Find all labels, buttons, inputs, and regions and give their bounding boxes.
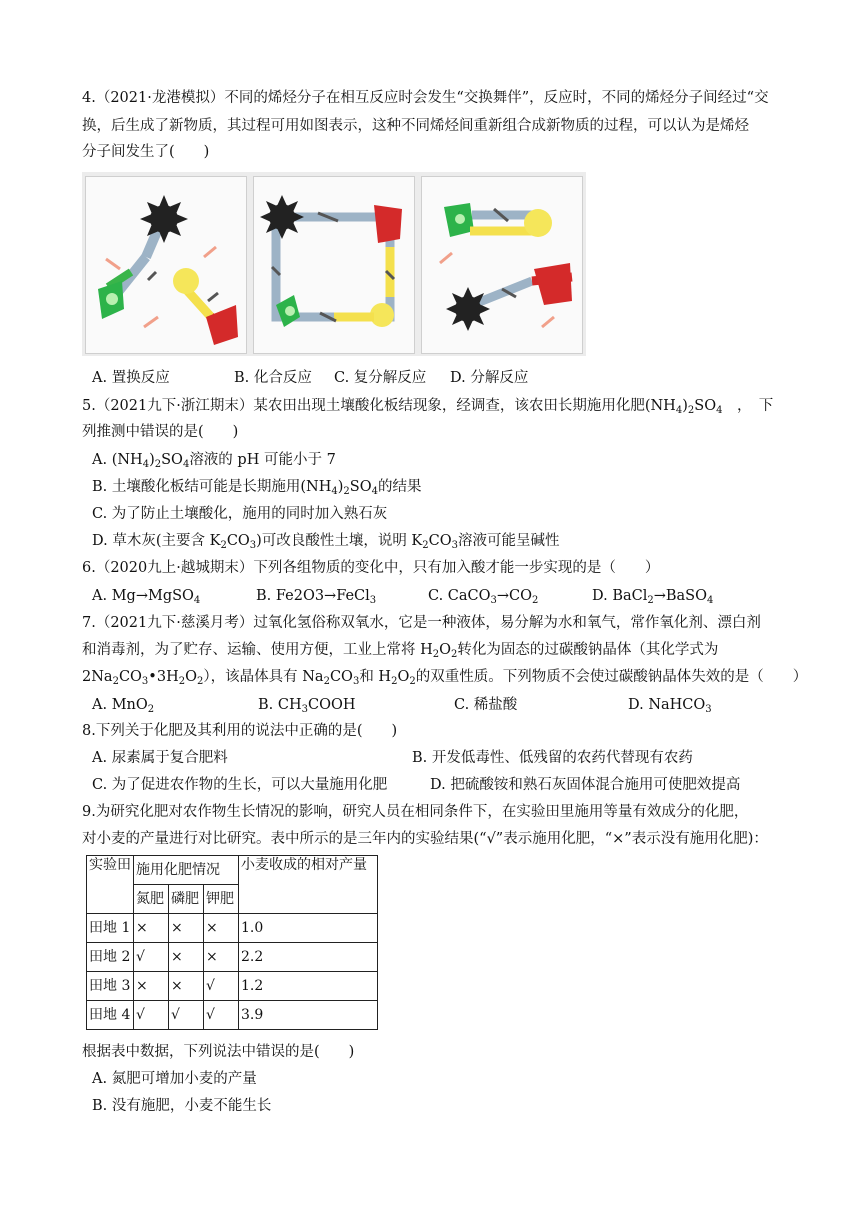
row-potassium: √ (204, 1001, 239, 1030)
row-phosphorus: × (169, 972, 204, 1001)
row-potassium: × (204, 914, 239, 943)
row-nitrogen: × (134, 972, 169, 1001)
row-yield: 1.2 (239, 972, 378, 1001)
row-field: 田地 4 (87, 1001, 134, 1030)
row-phosphorus: × (169, 943, 204, 972)
header-potassium: 钾肥 (204, 885, 239, 914)
table-row (87, 1001, 378, 1030)
fertilizer-yield-table (86, 855, 378, 1030)
olefin-exchange-figure (82, 172, 586, 356)
figure-panel-1 (85, 176, 247, 354)
q4-stem-line3: 分子间发生了( ) (82, 144, 210, 160)
table-row (87, 914, 378, 943)
q5-option-c[interactable]: C. 为了防止土壤酸化，施用的同时加入熟石灰 (92, 506, 388, 522)
q4-stem-line2: 换，后生成了新物质，其过程可用如图表示，这种不同烯烃间重新组合成新物质的过程，可以认为是烯烃 (82, 118, 749, 134)
q7-stem-line1: 7.（2021九下·慈溪月考）过氧化氢俗称双氧水，它是一种液体，易分解为水和氧气，常作氧化剂、漂白剂 (82, 615, 761, 631)
q7-option-d[interactable]: D. NaHCO$_3$ (628, 697, 712, 715)
figure-panel-3 (421, 176, 583, 354)
q7-stem-line2: 和消毒剂，为了贮存、运输、使用方便，工业上常将 $H_2O_2$转化为固态的过碳酸钠晶体（其化学式为 (82, 642, 719, 660)
q5-stem-line1: 5.（2021九下·浙江期末）某农田出现土壤酸化板结现象，经调查，该农田长期施用化肥$(NH_4)_2SO_4$ ， 下 (82, 398, 774, 416)
row-field: 田地 3 (87, 972, 134, 1001)
row-potassium: √ (204, 972, 239, 1001)
q6-option-c[interactable]: C. $CaCO_3\to CO_2$ (428, 588, 539, 606)
header-nitrogen: 氮肥 (134, 885, 169, 914)
q4-option-d[interactable]: D. 分解反应 (450, 370, 529, 386)
q8-option-a[interactable]: A. 尿素属于复合肥料 (92, 750, 228, 766)
q5-option-b[interactable]: B. 土壤酸化板结可能是长期施用$(NH_4)_2SO_4$的结果 (92, 479, 422, 497)
row-yield: 1.0 (239, 914, 378, 943)
q8-option-c[interactable]: C. 为了促进农作物的生长，可以大量施用化肥 (92, 777, 388, 793)
q4-stem-line1: 4.（2021·龙港模拟）不同的烯烃分子在相互反应时会发生“交换舞伴”，反应时，不同的烯烃分子间经过“交 (82, 90, 769, 106)
q5-stem-line2: 列推测中错误的是( ) (82, 424, 239, 440)
q7-option-a[interactable]: A. MnO$_2$ (92, 697, 155, 715)
header-field: 实验田 (87, 856, 134, 914)
q6-stem: 6.（2020九上·越城期末）下列各组物质的变化中，只有加入酸才能一步实现的是（ ） (82, 560, 660, 576)
q9-after-table: 根据表中数据，下列说法中错误的是( ) (82, 1044, 355, 1060)
q7-option-b[interactable]: B. $CH_3COOH$ (258, 697, 356, 715)
row-yield: 3.9 (239, 1001, 378, 1030)
q4-option-c[interactable]: C. 复分解反应 (334, 370, 427, 386)
row-nitrogen: √ (134, 943, 169, 972)
table-row (87, 972, 378, 1001)
q4-option-a[interactable]: A. 置换反应 (92, 370, 170, 386)
row-potassium: × (204, 943, 239, 972)
row-phosphorus: × (169, 914, 204, 943)
q9-option-a[interactable]: A. 氮肥可增加小麦的产量 (92, 1071, 257, 1087)
q8-stem: 8.下列关于化肥及其利用的说法中正确的是( ) (82, 723, 398, 739)
table-row (87, 943, 378, 972)
header-phosphorus: 磷肥 (169, 885, 204, 914)
q6-option-d[interactable]: D. BaCl$_2$→BaSO$_4$ (592, 588, 714, 606)
q5-option-a[interactable]: A. $(NH_4)_2SO_4$溶液的 pH 可能小于 7 (92, 452, 336, 470)
q5-option-d[interactable]: D. 草木灰(主要含 $K_2CO_3$)可改良酸性土壤，说明 $K_2CO_3$溶液可能呈碱性 (92, 533, 560, 551)
q6-option-a[interactable]: A. Mg→MgSO$_4$ (92, 588, 201, 606)
q8-option-b[interactable]: B. 开发低毒性、低残留的农药代替现有农药 (412, 750, 693, 766)
q8-option-d[interactable]: D. 把硫酸铵和熟石灰固体混合施用可使肥效提高 (430, 777, 741, 793)
q7-option-c[interactable]: C. 稀盐酸 (454, 697, 518, 713)
row-nitrogen: √ (134, 1001, 169, 1030)
row-phosphorus: √ (169, 1001, 204, 1030)
row-field: 田地 2 (87, 943, 134, 972)
figure-panel-2 (253, 176, 415, 354)
q9-stem-line2: 对小麦的产量进行对比研究。表中所示的是三年内的实验结果(“√”表示施用化肥，“×”表示没有施用化肥)： (82, 831, 768, 847)
q9-option-b[interactable]: B. 没有施肥，小麦不能生长 (92, 1098, 272, 1114)
header-fertilizer-use: 施用化肥情况 (134, 856, 239, 885)
header-relative-yield: 小麦收成的相对产量 (239, 856, 378, 914)
q6-option-b[interactable]: B. Fe2O3→FeCl$_3$ (256, 588, 377, 606)
row-nitrogen: × (134, 914, 169, 943)
row-field: 田地 1 (87, 914, 134, 943)
q7-stem-line3: $2Na_2CO_3•3H_2O_2$），该晶体具有 $Na_2CO_3$和 $H_2O_2$的双重性质。下列物质不会使过碳酸钠晶体失效的是（ ） (82, 669, 808, 687)
q4-option-b[interactable]: B. 化合反应 (234, 370, 312, 386)
row-yield: 2.2 (239, 943, 378, 972)
q9-stem-line1: 9.为研究化肥对农作物生长情况的影响，研究人员在相同条件下，在实验田里施用等量有效成分的化肥， (82, 804, 749, 820)
